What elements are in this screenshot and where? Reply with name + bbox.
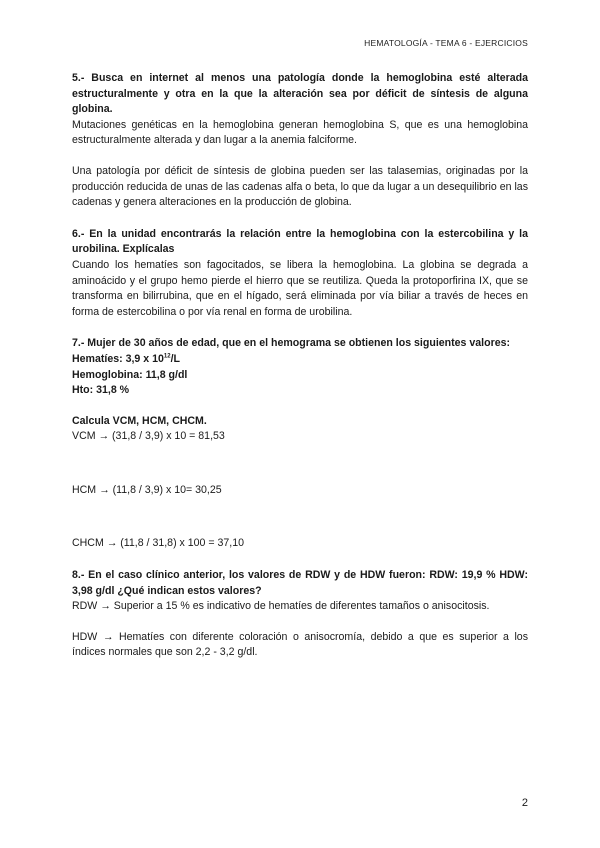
hcm-calc: HCM → (11,8 / 3,9) x 10= 30,25 [72,483,222,496]
calc-title: Calcula VCM, HCM, CHCM. [72,414,207,427]
hto-value: Hto: 31,8 % [72,384,130,397]
question-6: 6.- En la unidad encontrarás la relación entre la hemoglobina con la estercobilina y la urobilina. Explícalas [72,227,528,256]
chcm-calc: CHCM → (11,8 / 31,8) x 100 = 37,10 [72,537,245,550]
question-7: 7.- Mujer de 30 años de edad, que en el hemograma se obtienen los siguientes valores: [72,337,511,350]
hemoglobina-value: Hemoglobina: 11,8 g/dl [72,368,188,381]
page-number: 2 [521,797,528,809]
vcm-calc: VCM → (31,8 / 3,9) x 10 = 81,53 [72,430,225,443]
hematies-prefix: Hematíes: 3,9 x 10 [72,352,164,365]
hematies-exponent: 12 [163,353,171,360]
hdw-answer: HDW → Hematíes con diferente coloración o anisocromía, debido a que es superior a los índices normales que son 2,2 - 3,2 g/dl. [72,630,528,659]
question-5: 5.- Busca en internet al menos una patología donde la hemoglobina esté alterada estructuralmente y otra en la que la alteración sea por déficit de síntesis de alguna globina. [72,72,528,116]
rdw-answer: RDW → Superior a 15 % es indicativo de hematíes de diferentes tamaños o anisocitosis. [72,600,490,613]
page-content [72,71,528,661]
answer-5-part-1: Mutaciones genéticas en la hemoglobina generan hemoglobina S, que es una hemoglobina estructuralmente alterada y dan lugar a la anemia falciforme. [72,118,528,147]
question-8: 8.- En el caso clínico anterior, los valores de RDW y de HDW fueron: RDW: 19,9 % HDW: 3,98 g/dl ¿Qué indican estos valores? [72,569,528,597]
page-header: HEMATOLOGÍA - TEMA 6 - EJERCICIOS [364,38,528,48]
hematies-value [72,352,528,368]
hematies-suffix: /L [170,352,180,365]
answer-5-part-2: Una patología por déficit de síntesis de globina pueden ser las talasemias, originadas por la producción reducida de unas de las cadenas alfa o beta, lo que da lugar a un desequilibrio en las cadenas y genera alteraciones en la producción de globina. [72,164,528,209]
answer-6: Cuando los hematíes son fagocitados, se libera la hemoglobina. La globina se degrada a aminoácido y el grupo hemo pierde el hierro que se reutiliza. Queda la protoporfirina IX, que se transforma en bilirrubina, que en el hígado, será eliminada por vía biliar a través de heces en forma de estercobilina o por vía renal en forma de urobilina. [72,258,528,318]
